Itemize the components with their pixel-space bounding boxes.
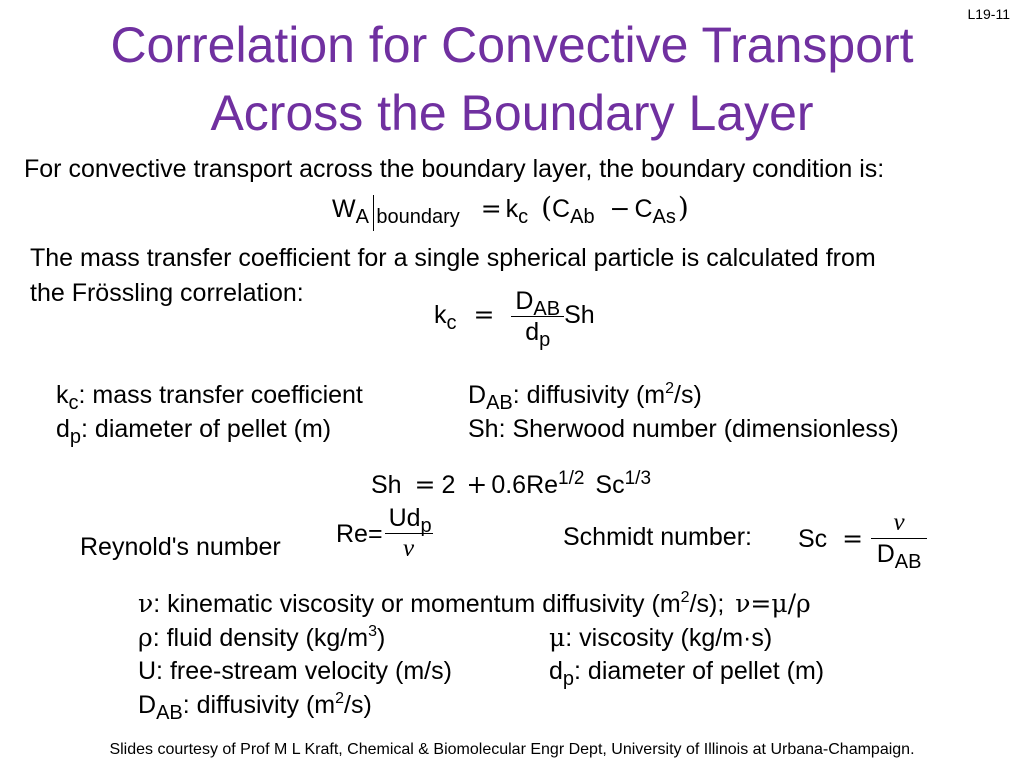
frossling-text-line2: the Frössling correlation: [30, 279, 304, 307]
eq-w: W [332, 195, 356, 223]
fraction-denominator [521, 317, 554, 351]
def-dp [56, 414, 332, 448]
sc-numerator: ν [871, 508, 927, 539]
var-dp [549, 656, 825, 690]
reynolds-label: Reynold's number [80, 533, 281, 561]
eq-c1: C [552, 195, 571, 223]
re-denominator: ν [403, 535, 415, 562]
def-dp-sub: p [69, 426, 82, 448]
fraction-dab-dp [511, 286, 564, 351]
eq-sh-lhs: Sh [371, 471, 402, 499]
eq-sh-sc: Sc [595, 471, 625, 499]
eq-kc-sub: c [446, 312, 457, 335]
var-dp-sym: d [549, 657, 563, 685]
var-rho-sup: 3 [368, 623, 377, 640]
eq-kc-den-sub: p [539, 329, 551, 351]
eq-sc-equals: = [842, 523, 864, 553]
fraction-reynolds [385, 503, 433, 564]
def-dab-text: : diffusivity (m [512, 381, 666, 409]
re-numerator [385, 503, 433, 537]
eq-sh-equals: = [414, 470, 436, 499]
def-sh: Sh: Sherwood number (dimensionless) [468, 415, 899, 443]
schmidt-label: Schmidt number: [563, 523, 752, 551]
eq-minus: − [609, 194, 631, 223]
var-mu-text: : viscosity (kg/m·s) [565, 624, 773, 652]
def-kc-text: : mass transfer coefficient [78, 381, 363, 409]
var-mu-sym: μ [549, 623, 566, 652]
eq-boundary-sub: boundary [376, 206, 460, 228]
page-title: Correlation for Convective Transport [110, 17, 914, 73]
eq-w-sub: A [355, 206, 369, 228]
def-kc [56, 380, 363, 414]
eq-open-paren: ( [541, 191, 553, 224]
var-dp-sub: p [562, 668, 575, 690]
equation-schmidt [798, 508, 927, 573]
eq-kc-num-sub: AB [533, 298, 561, 320]
footer-credit: Slides courtesy of Prof M L Kraft, Chemical & Biomolecular Engr Dept, University of Illinois at Urbana-Champaign. [109, 741, 915, 758]
eq-sh-coef: 0.6Re [491, 471, 559, 499]
def-dab-sym: D [468, 381, 487, 409]
eq-kc-k: k [434, 301, 447, 330]
eq-sh-sc-exp: 1/3 [624, 468, 652, 489]
eq-equals: = [480, 194, 502, 223]
equation-boundary-condition [332, 193, 689, 231]
var-rho [138, 623, 385, 653]
var-rho-sym: ρ [138, 623, 153, 652]
var-mu [549, 623, 772, 653]
def-dp-text: : diameter of pellet (m) [81, 415, 332, 443]
def-dab [468, 380, 702, 414]
eq-sh-two: 2 [441, 471, 456, 499]
var-nu-tail: /s); [689, 590, 725, 618]
def-kc-sub: c [68, 392, 79, 414]
eq-sh-plus: + [466, 470, 488, 499]
var-nu-relation: ν=μ/ρ [735, 589, 811, 618]
re-num: Ud [388, 504, 421, 532]
var-u: U: free-stream velocity (m/s) [138, 657, 452, 685]
var-rho-tail: ) [376, 624, 386, 652]
intro-text: For convective transport across the boundary layer, the boundary condition is: [24, 155, 885, 183]
def-dab-sub: AB [486, 392, 513, 414]
def-kc-sym: k [56, 381, 69, 409]
page-title-line2: Across the Boundary Layer [210, 85, 814, 141]
re-num-sub: p [420, 515, 432, 537]
var-dab-text: : diffusivity (m [182, 691, 336, 719]
eq-kc-num: D [515, 287, 534, 315]
var-dab-tail: /s) [344, 691, 372, 719]
var-dab-sym: D [138, 691, 157, 719]
fraction-numerator [511, 286, 564, 320]
eq-c2: C [634, 195, 653, 223]
var-nu-text: : kinematic viscosity or momentum diffusivity (m [153, 590, 681, 618]
slide-number: L19-11 [967, 6, 1010, 22]
var-dab [138, 690, 372, 724]
var-dp-text: : diameter of pellet (m) [574, 657, 825, 685]
frossling-text-line1: The mass transfer coefficient for a single spherical particle is calculated from [30, 244, 876, 272]
eq-k-sub: c [518, 206, 529, 228]
equation-sherwood [371, 470, 651, 500]
sc-denominator [873, 539, 926, 573]
var-rho-text: : fluid density (kg/m [152, 624, 369, 652]
var-dab-sup: 2 [335, 690, 344, 707]
eq-sc-lhs: Sc [798, 524, 828, 553]
eq-c2-sub: As [652, 206, 676, 228]
def-dab-sup: 2 [665, 380, 674, 397]
eq-kc-den: d [525, 318, 540, 346]
def-dab-tail: /s) [674, 381, 702, 409]
equation-reynolds [336, 503, 433, 564]
var-nu-sym: ν [138, 589, 154, 618]
eq-sh-re-exp: 1/2 [558, 468, 585, 489]
eq-kc-sh: Sh [564, 301, 595, 330]
var-dab-sub: AB [156, 702, 183, 724]
fraction-schmidt [871, 508, 927, 573]
eq-k: k [505, 195, 519, 223]
eq-close-paren: ) [677, 191, 689, 224]
sc-den: D [876, 540, 895, 568]
eq-c1-sub: Ab [570, 206, 595, 228]
var-nu-sup: 2 [680, 589, 690, 606]
var-nu [138, 589, 811, 619]
eq-re-lhs: Re= [336, 519, 383, 548]
equation-kc [434, 286, 595, 351]
evaluation-bar [373, 195, 374, 231]
sc-den-sub: AB [894, 551, 922, 573]
def-dp-sym: d [56, 415, 70, 443]
eq-kc-equals: = [473, 300, 495, 330]
